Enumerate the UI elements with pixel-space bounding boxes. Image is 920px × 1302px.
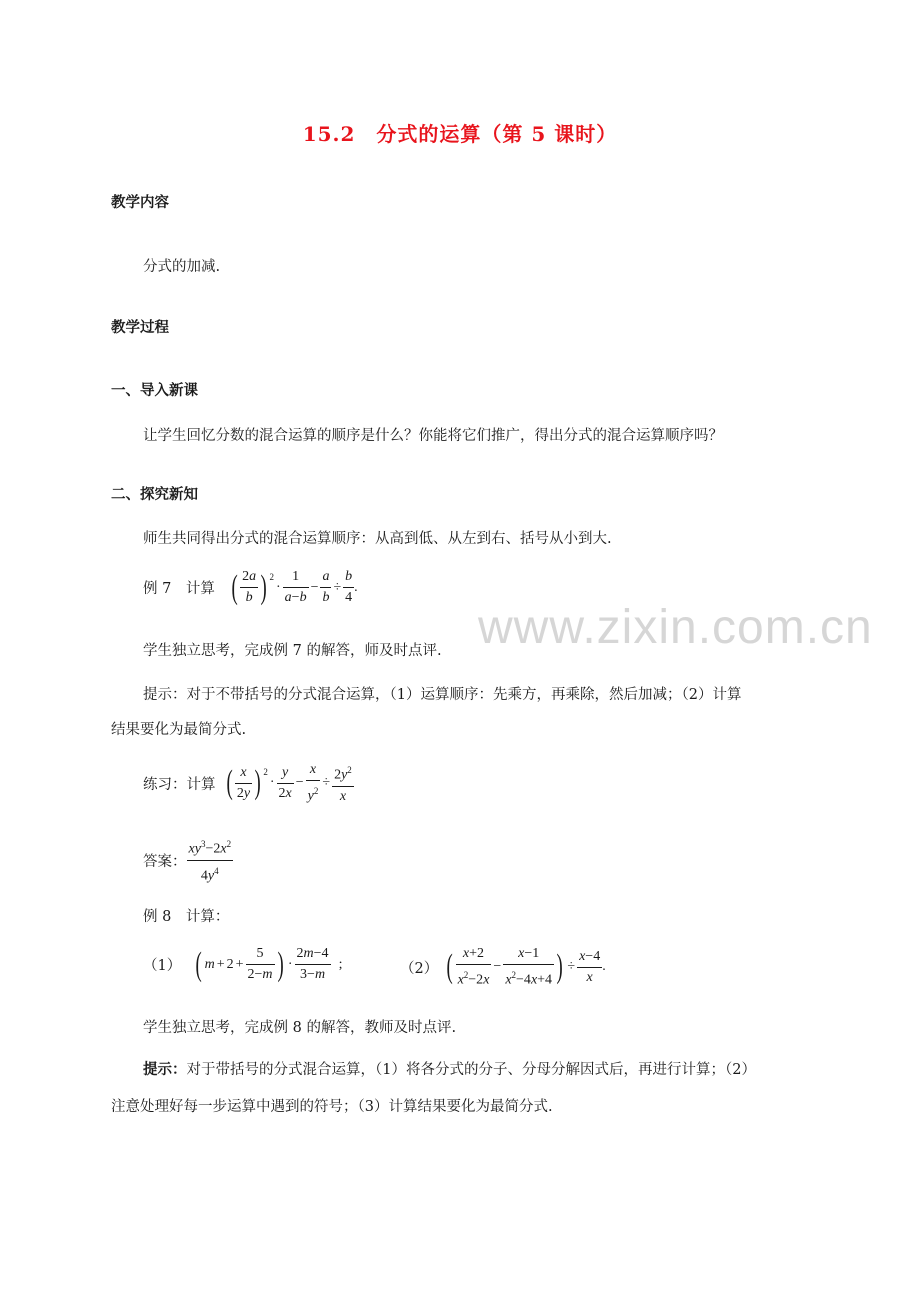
example8-item2-label: （2） [400, 960, 439, 977]
example7-after: 学生独立思考，完成例 7 的解答，师及时点评. [143, 643, 442, 659]
example7-hint-line1: 提示：对于不带括号的分式混合运算，（1）运算顺序：先乘方，再乘除，然后加减；（2）计算 [143, 687, 742, 703]
example8-hint-line2: 注意处理好每一步运算中遇到的符号；（3）计算结果要化为最简分式. [111, 1099, 553, 1115]
page-title: 15.2 分式的运算（第 5 课时） [302, 122, 618, 146]
watermark: www.zixin.com.cn [478, 601, 873, 654]
example8-label: 例 8 计算： [143, 909, 230, 925]
practice-answer-label: 答案： [143, 853, 187, 870]
practice-label: 练习：计算 [143, 776, 216, 793]
example8-item1-label: （1） [143, 958, 182, 974]
teaching-content-text: 分式的加减. [143, 259, 221, 275]
example7-hint-line2: 结果要化为最简分式. [111, 722, 247, 738]
practice-answer-formula: $\frac{xy^3-2x^2}{4y^4}$ [187, 834, 234, 886]
example8-hint-label: 提示： [143, 1062, 187, 1078]
example8-item1-formula: ( m + 2 + $\frac{5}{2-m}$ ) · $\frac{2m-4}{3-m}$ ; [195, 945, 343, 983]
example8-hint-line1 [143, 1058, 756, 1079]
heading-teaching-process: 教学过程 [111, 320, 169, 336]
part1-text: 让学生回忆分数的混合运算的顺序是什么？你能将它们推广，得出分式的混合运算顺序吗？ [143, 428, 723, 444]
example8-after: 学生独立思考，完成例 8 的解答，教师及时点评. [143, 1020, 457, 1036]
example7-label: 例 7 计算 [143, 581, 215, 597]
example8-item2 [400, 944, 606, 991]
example7-formula: ( $\frac{2a}{b}$ ) $^2$ · $\frac{1}{a-b}$ − $\frac{a}{b}$ ÷ $\frac{b}{4}$ . [231, 568, 358, 606]
example8-hint-text1: 对于带括号的分式混合运算，（1）将各分式的分子、分母分解因式后，再进行计算；（2） [186, 1062, 756, 1078]
heading-part1: 一、导入新课 [111, 383, 198, 399]
practice-formula: ( $\frac{x}{2y}$ ) $^2$ · $\frac{y}{2x}$ − $\frac{x}{y^2}$ ÷ $\frac{2y^2}{x}$ [226, 762, 352, 804]
practice-row [143, 760, 354, 807]
example7-row [143, 567, 358, 608]
part2-text: 师生共同得出分式的混合运算顺序：从高到低、从左到右、括号从小到大. [143, 531, 612, 547]
heading-part2: 二、探究新知 [111, 487, 198, 503]
example8-item1 [143, 944, 342, 985]
example8-item2-formula: ( $\frac{x+2}{x^2-2x}$ − $\frac{x-1}{x^2-4x+4}$ ) ÷ $\frac{x-4}{x}$ . [446, 946, 606, 988]
heading-teaching-content: 教学内容 [111, 195, 169, 211]
practice-answer-row [143, 834, 233, 886]
